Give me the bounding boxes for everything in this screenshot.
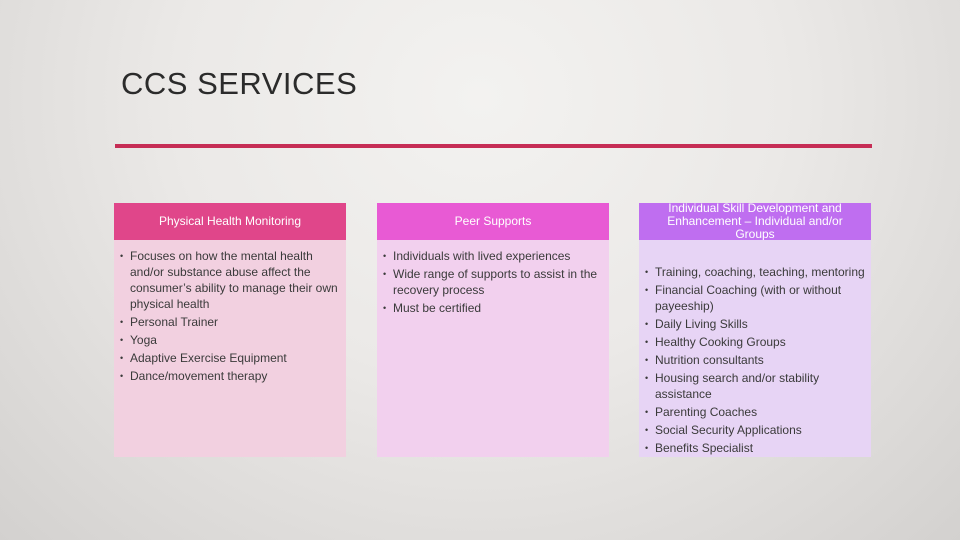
column-body xyxy=(639,240,871,457)
list-item: • Yoga xyxy=(120,332,340,348)
slide-title: CCS SERVICES xyxy=(121,66,358,101)
bullet-list xyxy=(120,248,340,384)
list-item: • Must be certified xyxy=(383,300,603,316)
list-item: • Financial Coaching (with or without payeeship) xyxy=(645,282,865,314)
column-physical-health xyxy=(114,203,346,457)
column-header: Individual Skill Development and Enhancement – Individual and/or Groups xyxy=(639,203,871,240)
list-item: • Training, coaching, teaching, mentoring xyxy=(645,264,865,280)
list-item: • Individuals with lived experiences xyxy=(383,248,603,264)
column-skill-development xyxy=(639,203,871,457)
list-item: • Housing search and/or stability assistance xyxy=(645,370,865,402)
list-item: • Daily Living Skills xyxy=(645,316,865,332)
list-item: • Focuses on how the mental health and/or substance abuse affect the consumer’s ability to manage their own physical health xyxy=(120,248,340,312)
list-item: • Adaptive Exercise Equipment xyxy=(120,350,340,366)
list-item: • Social Security Applications xyxy=(645,422,865,438)
column-header: Peer Supports xyxy=(377,203,609,240)
list-item: • Parenting Coaches xyxy=(645,404,865,420)
column-body xyxy=(377,240,609,457)
bullet-list xyxy=(383,248,603,316)
bullet-list xyxy=(645,264,865,456)
list-item: • Benefits Specialist xyxy=(645,440,865,456)
list-item: • Wide range of supports to assist in the recovery process xyxy=(383,266,603,298)
list-item: • Healthy Cooking Groups xyxy=(645,334,865,350)
column-peer-supports xyxy=(377,203,609,457)
list-item: • Dance/movement therapy xyxy=(120,368,340,384)
column-body xyxy=(114,240,346,457)
title-divider xyxy=(115,144,872,148)
list-item: • Personal Trainer xyxy=(120,314,340,330)
column-header: Physical Health Monitoring xyxy=(114,203,346,240)
list-item: • Nutrition consultants xyxy=(645,352,865,368)
